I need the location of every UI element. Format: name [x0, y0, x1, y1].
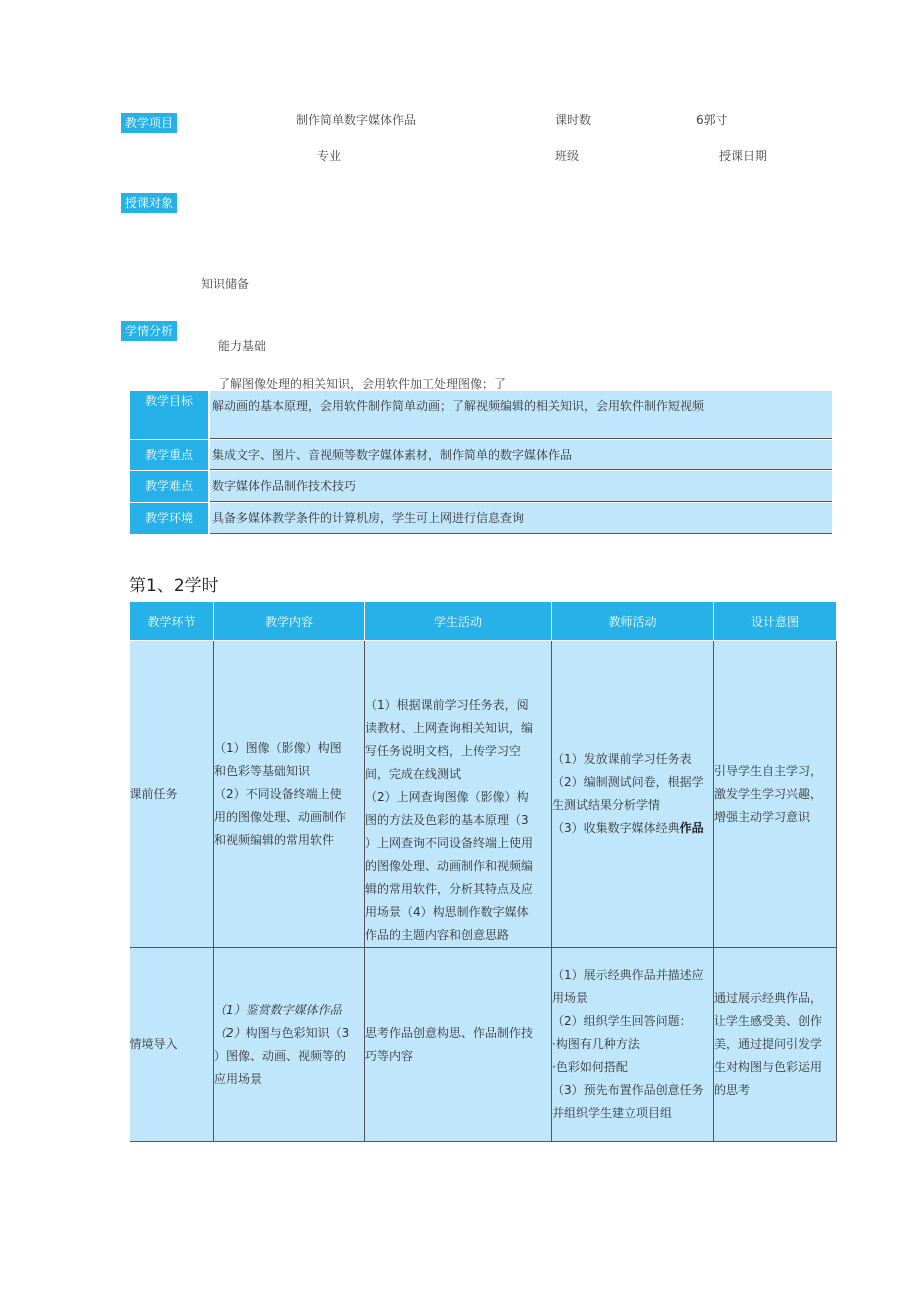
objective-row — [130, 440, 832, 470]
objective-row — [130, 391, 832, 439]
project-label: 教学项目 — [121, 113, 177, 133]
stage-cell: 情境导入 — [130, 948, 214, 1142]
intent-cell: 引导学生自主学习， 激发学生学习兴趣， 增强主动学习意识 — [714, 641, 837, 948]
objective-value: 具备多媒体教学条件的计算机房，学生可上网进行信息查询 — [210, 503, 832, 534]
objective-value: 数字媒体作品制作技术技巧 — [210, 471, 832, 502]
major-label: 专业 — [317, 149, 342, 163]
teacher-cell: （1）展示经典作品并描述应 用场景 （2）组织学生回答问题： ·构图有几种方法 ·色彩如何搭配 （3）预先布置作品创意任务 并组织学生建立项目组 — [552, 948, 714, 1142]
header-student: 学生活动 — [365, 602, 552, 641]
objective-label: 教学重点 — [130, 440, 208, 470]
hours-label: 课时数 — [555, 113, 592, 127]
stage-cell: 课前任务 — [130, 641, 214, 948]
ability-text: 了解图像处理的相关知识，会用软件加工处理图像；了 — [218, 377, 507, 391]
objective-label: 教学目标 — [130, 391, 208, 439]
section-title: 第1、2学时 — [129, 576, 219, 596]
knowledge-label: 知识储备 — [201, 277, 250, 291]
objective-value: 解动画的基本原理，会用软件制作简单动画；了解视频编辑的相关知识，会用软件制作短视频 — [210, 391, 832, 439]
student-cell: 思考作品创意构思、作品制作技 巧等内容 — [365, 948, 552, 1142]
table-row — [130, 641, 837, 948]
header-teacher: 教师活动 — [552, 602, 714, 641]
intent-cell: 通过展示经典作品， 让学生感受美、创作 美，通过提问引发学 生对构图与色彩运用 的思考 — [714, 948, 837, 1142]
project-value: 制作简单数字媒体作品 — [296, 113, 417, 127]
hours-value: 6郭寸 — [696, 113, 728, 127]
objective-row — [130, 503, 832, 534]
objective-label: 教学环境 — [130, 503, 208, 534]
student-cell: （1）根据课前学习任务表，阅 读教材、上网查询相关知识，编 写任务说明文档，上传学习空 间，完成在线测试 （2）上网查询图像（影像）构 图的方法及色彩的基本原理（3 ）上网查询不同设备终端上使用 的图像处理、动画制作和视频编 辑的常用软件，分析其特点及应 用场景（4）构思制作数字媒体 作品的主题内容和创意思路 — [365, 641, 552, 948]
teacher-cell: （1）发放课前学习任务表 （2）编制测试问卷，根据学 生测试结果分析学情 （3）收集数字媒体经典作品 — [552, 641, 714, 948]
header-intent: 设计意图 — [714, 602, 837, 641]
class-label: 班级 — [555, 149, 580, 163]
analysis-label: 学情分析 — [121, 321, 177, 341]
lesson-table — [129, 601, 837, 1142]
ability-label: 能力基础 — [218, 339, 267, 353]
objective-value: 集成文字、图片、音视频等数字媒体素材，制作简单的数字媒体作品 — [210, 440, 832, 470]
audience-label: 授课对象 — [121, 193, 177, 213]
date-label: 授课日期 — [719, 149, 768, 163]
header-stage: 教学环节 — [130, 602, 214, 641]
objective-label: 教学难点 — [130, 471, 208, 502]
table-header-row — [130, 602, 837, 641]
objective-row — [130, 471, 832, 502]
content-cell: （1）鉴赏数字媒体作品 （2）构图与色彩知识（3 ）图像、动画、视频等的 应用场景 — [214, 948, 365, 1142]
header-content: 教学内容 — [214, 602, 365, 641]
content-cell: （1）图像（影像）构图 和色彩等基础知识 （2）不同设备终端上使 用的图像处理、动画制作 和视频编辑的常用软件 — [214, 641, 365, 948]
table-row — [130, 948, 837, 1142]
